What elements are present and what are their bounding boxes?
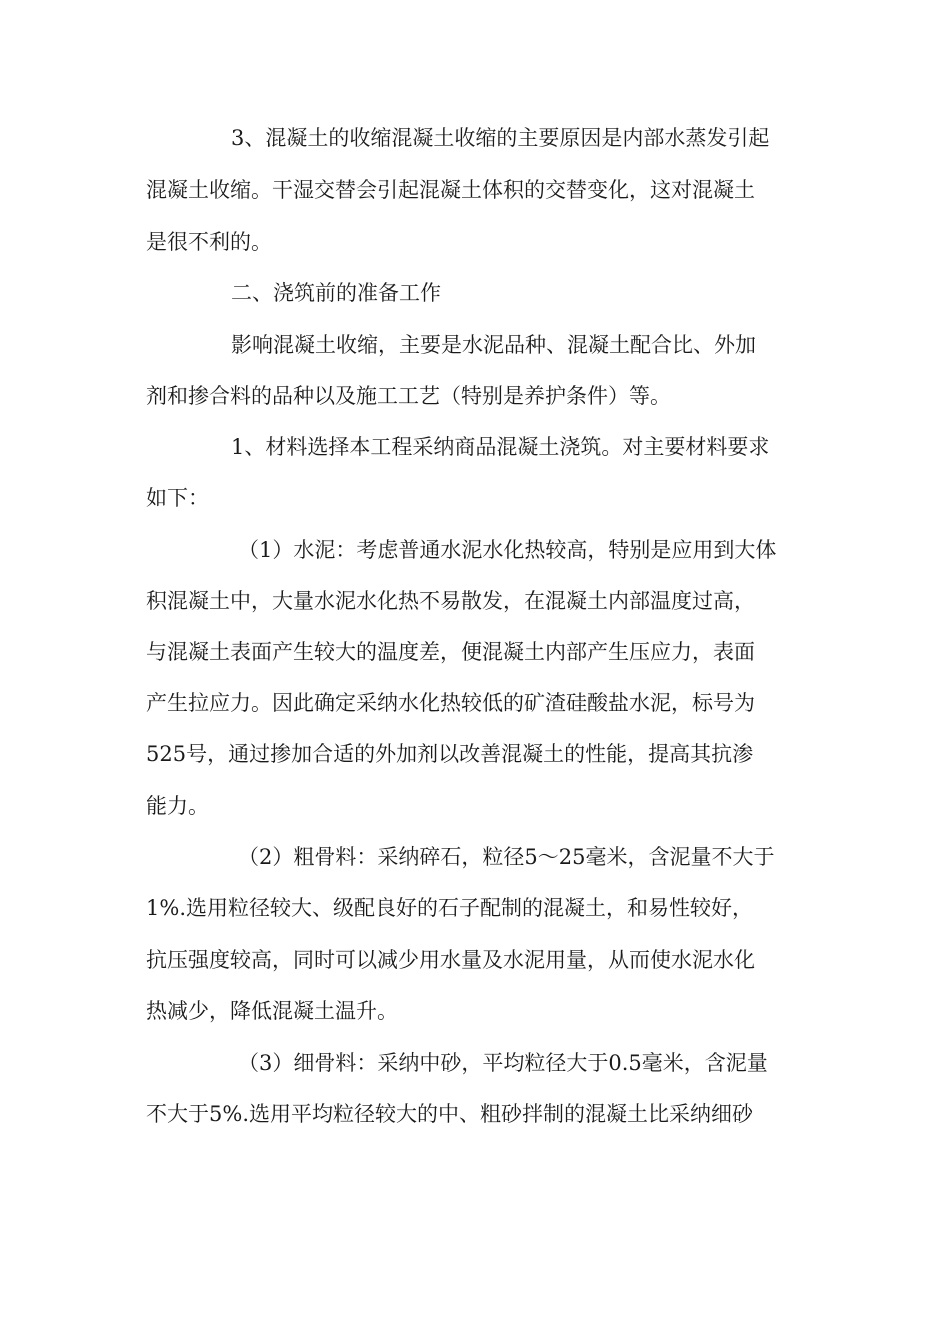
text-line: 不大于5%.选用平均粒径较大的中、粗砂拌制的混凝土比采纳细砂	[146, 1102, 753, 1126]
text-line: （2）粗骨料：采纳碎石，粒径5～25毫米，含泥量不大于	[238, 845, 775, 869]
text-line: 产生拉应力。因此确定采纳水化热较低的矿渣硅酸盐水泥，标号为	[146, 691, 755, 715]
text-line: 是很不利的。	[146, 230, 272, 254]
text-line: 混凝土收缩。干湿交替会引起混凝土体积的交替变化，这对混凝土	[146, 178, 755, 202]
text-line: （1）水泥：考虑普通水泥水化热较高，特别是应用到大体	[238, 538, 777, 562]
text-line: 热减少，降低混凝土温升。	[146, 999, 398, 1023]
text-line: 影响混凝土收缩，主要是水泥品种、混凝土配合比、外加	[231, 333, 756, 357]
section-heading: 二、浇筑前的准备工作	[231, 281, 441, 305]
text-line: 能力。	[146, 794, 209, 818]
text-line: 积混凝土中，大量水泥水化热不易散发，在混凝土内部温度过高，	[146, 589, 755, 613]
text-line: 1%.选用粒径较大、级配良好的石子配制的混凝土，和易性较好，	[146, 896, 753, 920]
text-line: 525号，通过掺加合适的外加剂以改善混凝土的性能，提高其抗渗	[146, 742, 754, 766]
text-line: 如下：	[146, 486, 209, 510]
text-line: （3）细骨料：采纳中砂，平均粒径大于0.5毫米，含泥量	[238, 1051, 768, 1075]
text-line: 剂和掺合料的品种以及施工工艺（特别是养护条件）等。	[146, 384, 671, 408]
text-line: 抗压强度较高，同时可以减少用水量及水泥用量，从而使水泥水化	[146, 948, 755, 972]
text-line: 1、材料选择本工程采纳商品混凝土浇筑。对主要材料要求	[231, 435, 770, 459]
text-line: 3、混凝土的收缩混凝土收缩的主要原因是内部水蒸发引起	[231, 126, 770, 150]
text-line: 与混凝土表面产生较大的温度差，便混凝土内部产生压应力，表面	[146, 640, 755, 664]
